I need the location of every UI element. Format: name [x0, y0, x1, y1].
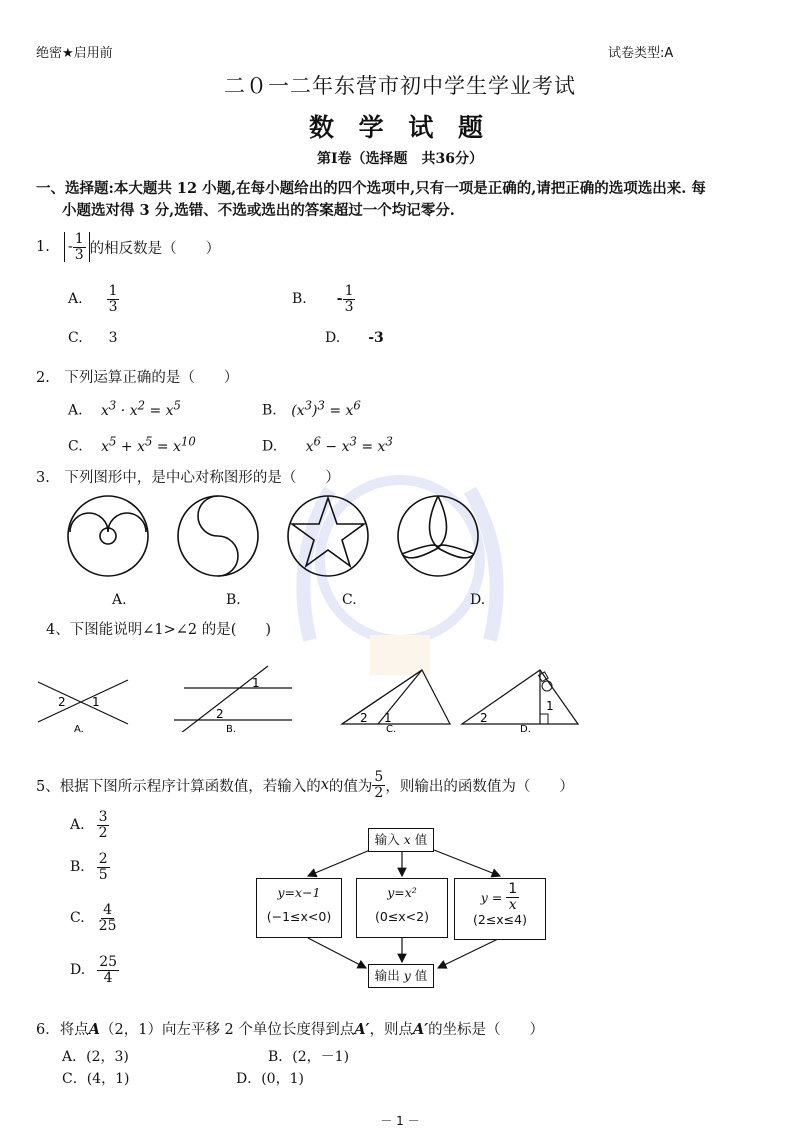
q3-label-c: C. [342, 592, 357, 608]
flow-box-3: y = $\frac{1}{x}$ (2≤x≤4) [454, 878, 546, 940]
q4-label-a: A. [74, 724, 84, 732]
subject-title: 数 学 试 题 [308, 113, 492, 142]
question-2: 2. 下列运算正确的是（ ） [36, 370, 239, 386]
q3-figure-a [68, 496, 148, 576]
q4-figure-a [38, 680, 128, 724]
flow-box-1: y=x−1 (−1≤x<0) [256, 878, 342, 938]
q1-option-d: D. -3 [325, 330, 384, 346]
q5-input-value: $\frac{5}{2}$ [374, 769, 384, 801]
q4c-angle-1: 1 [384, 711, 392, 725]
page-number: － 1 － [380, 1114, 420, 1128]
q1-stem: 的相反数是（ ） [89, 240, 221, 257]
q6-option-b: B．(2，－1) [268, 1049, 350, 1065]
flow-output-box: 输出 y 值 [368, 964, 434, 988]
q4d-angle-1: 1 [546, 699, 554, 713]
q4c-angle-2: 2 [360, 711, 368, 725]
q1-fraction: $\frac{1}{3}$ [74, 231, 84, 263]
q4-figure-b [172, 666, 292, 732]
exam-title: 二０一二年东营市初中学生学业考试 [224, 74, 576, 98]
q2-option-d: D. $x^6 - x^3 = x^3$ [262, 434, 393, 455]
q4-figures [30, 660, 590, 732]
q6-option-a: A．(2，3) [62, 1049, 129, 1065]
q6-option-d: D．(0，1) [236, 1071, 304, 1087]
q3-label-d: D. [470, 592, 486, 608]
part-title: 第Ⅰ卷（选择题 共36分） [316, 151, 484, 167]
question-1 [36, 232, 220, 262]
q1-option-a: A. $\frac{1}{3}$ [68, 283, 118, 315]
q2-option-a: A. $x^3 \cdot x^2 = x^5$ [68, 398, 181, 419]
section-line-1: 一、选择题:本大题共 12 小题,在每小题给出的四个选项中,只有一项是正确的,请把正确的选项选出来. 每 [36, 180, 706, 197]
q4-label-b: B. [226, 724, 237, 732]
flow-box-2: y=x² (0≤x<2) [356, 878, 448, 938]
q3-label-a: A. [112, 592, 127, 608]
question-4: 4、下图能说明∠1>∠2 的是( ) [46, 622, 272, 638]
q4b-angle-1: 1 [252, 676, 260, 690]
paper-type-label: 试卷类型:A [608, 46, 674, 61]
q3-figure-d [398, 496, 478, 576]
q4-figure-d [462, 670, 578, 725]
question-5: 5、根据下图所示程序计算函数值，若输入的 x 的值为 $\frac{5}{2}$ ，则输出的函数值为（ ） [36, 769, 574, 801]
q2-option-b: B. $(x^3)^3 = x^6$ [262, 398, 361, 419]
q1-option-c: C. 3 [68, 330, 118, 346]
q1-option-b: B. - $\frac{1}{3}$ [292, 283, 354, 315]
q5-option-a: A. $\frac{3}{2}$ [70, 809, 108, 841]
q4-label-c: C. [386, 724, 397, 732]
q6-option-c: C．(4，1) [62, 1071, 130, 1087]
q3-label-b: B. [226, 592, 241, 608]
q4-figure-c [342, 670, 450, 725]
q1-number: 1. [36, 239, 50, 256]
q1-minus: - [67, 239, 73, 256]
q3-figure-c [288, 496, 368, 576]
section-line-2: 小题选对得 3 分,选错、不选或选出的答案超过一个均记零分. [62, 202, 455, 219]
q5-option-c: C. $\frac{4}{25}$ [70, 902, 117, 934]
flow-input-box: 输入 x 值 [368, 828, 434, 852]
q3-figure-b [178, 496, 258, 576]
confidential-label: 绝密★启用前 [36, 46, 113, 61]
q4b-angle-2: 2 [216, 707, 224, 721]
q1-absolute-value [64, 232, 90, 262]
q4a-angle-2: 2 [58, 695, 66, 709]
question-3: 3. 下列图形中，是中心对称图形的是（ ） [36, 470, 340, 486]
section-instructions [36, 178, 776, 222]
q4d-angle-2: 2 [480, 711, 488, 725]
q5-option-d: D. $\frac{25}{4}$ [70, 954, 118, 986]
q2-option-c: C. $x^5 + x^5 = x^{10}$ [68, 434, 196, 455]
q4-label-d: D. [520, 724, 531, 732]
question-6: 6．将点A（2，1）向左平移 2 个单位长度得到点A′，则点A′的坐标是（ ） [36, 1021, 545, 1038]
q5-option-b: B. $\frac{2}{5}$ [70, 851, 108, 883]
q4a-angle-1: 1 [92, 695, 100, 709]
